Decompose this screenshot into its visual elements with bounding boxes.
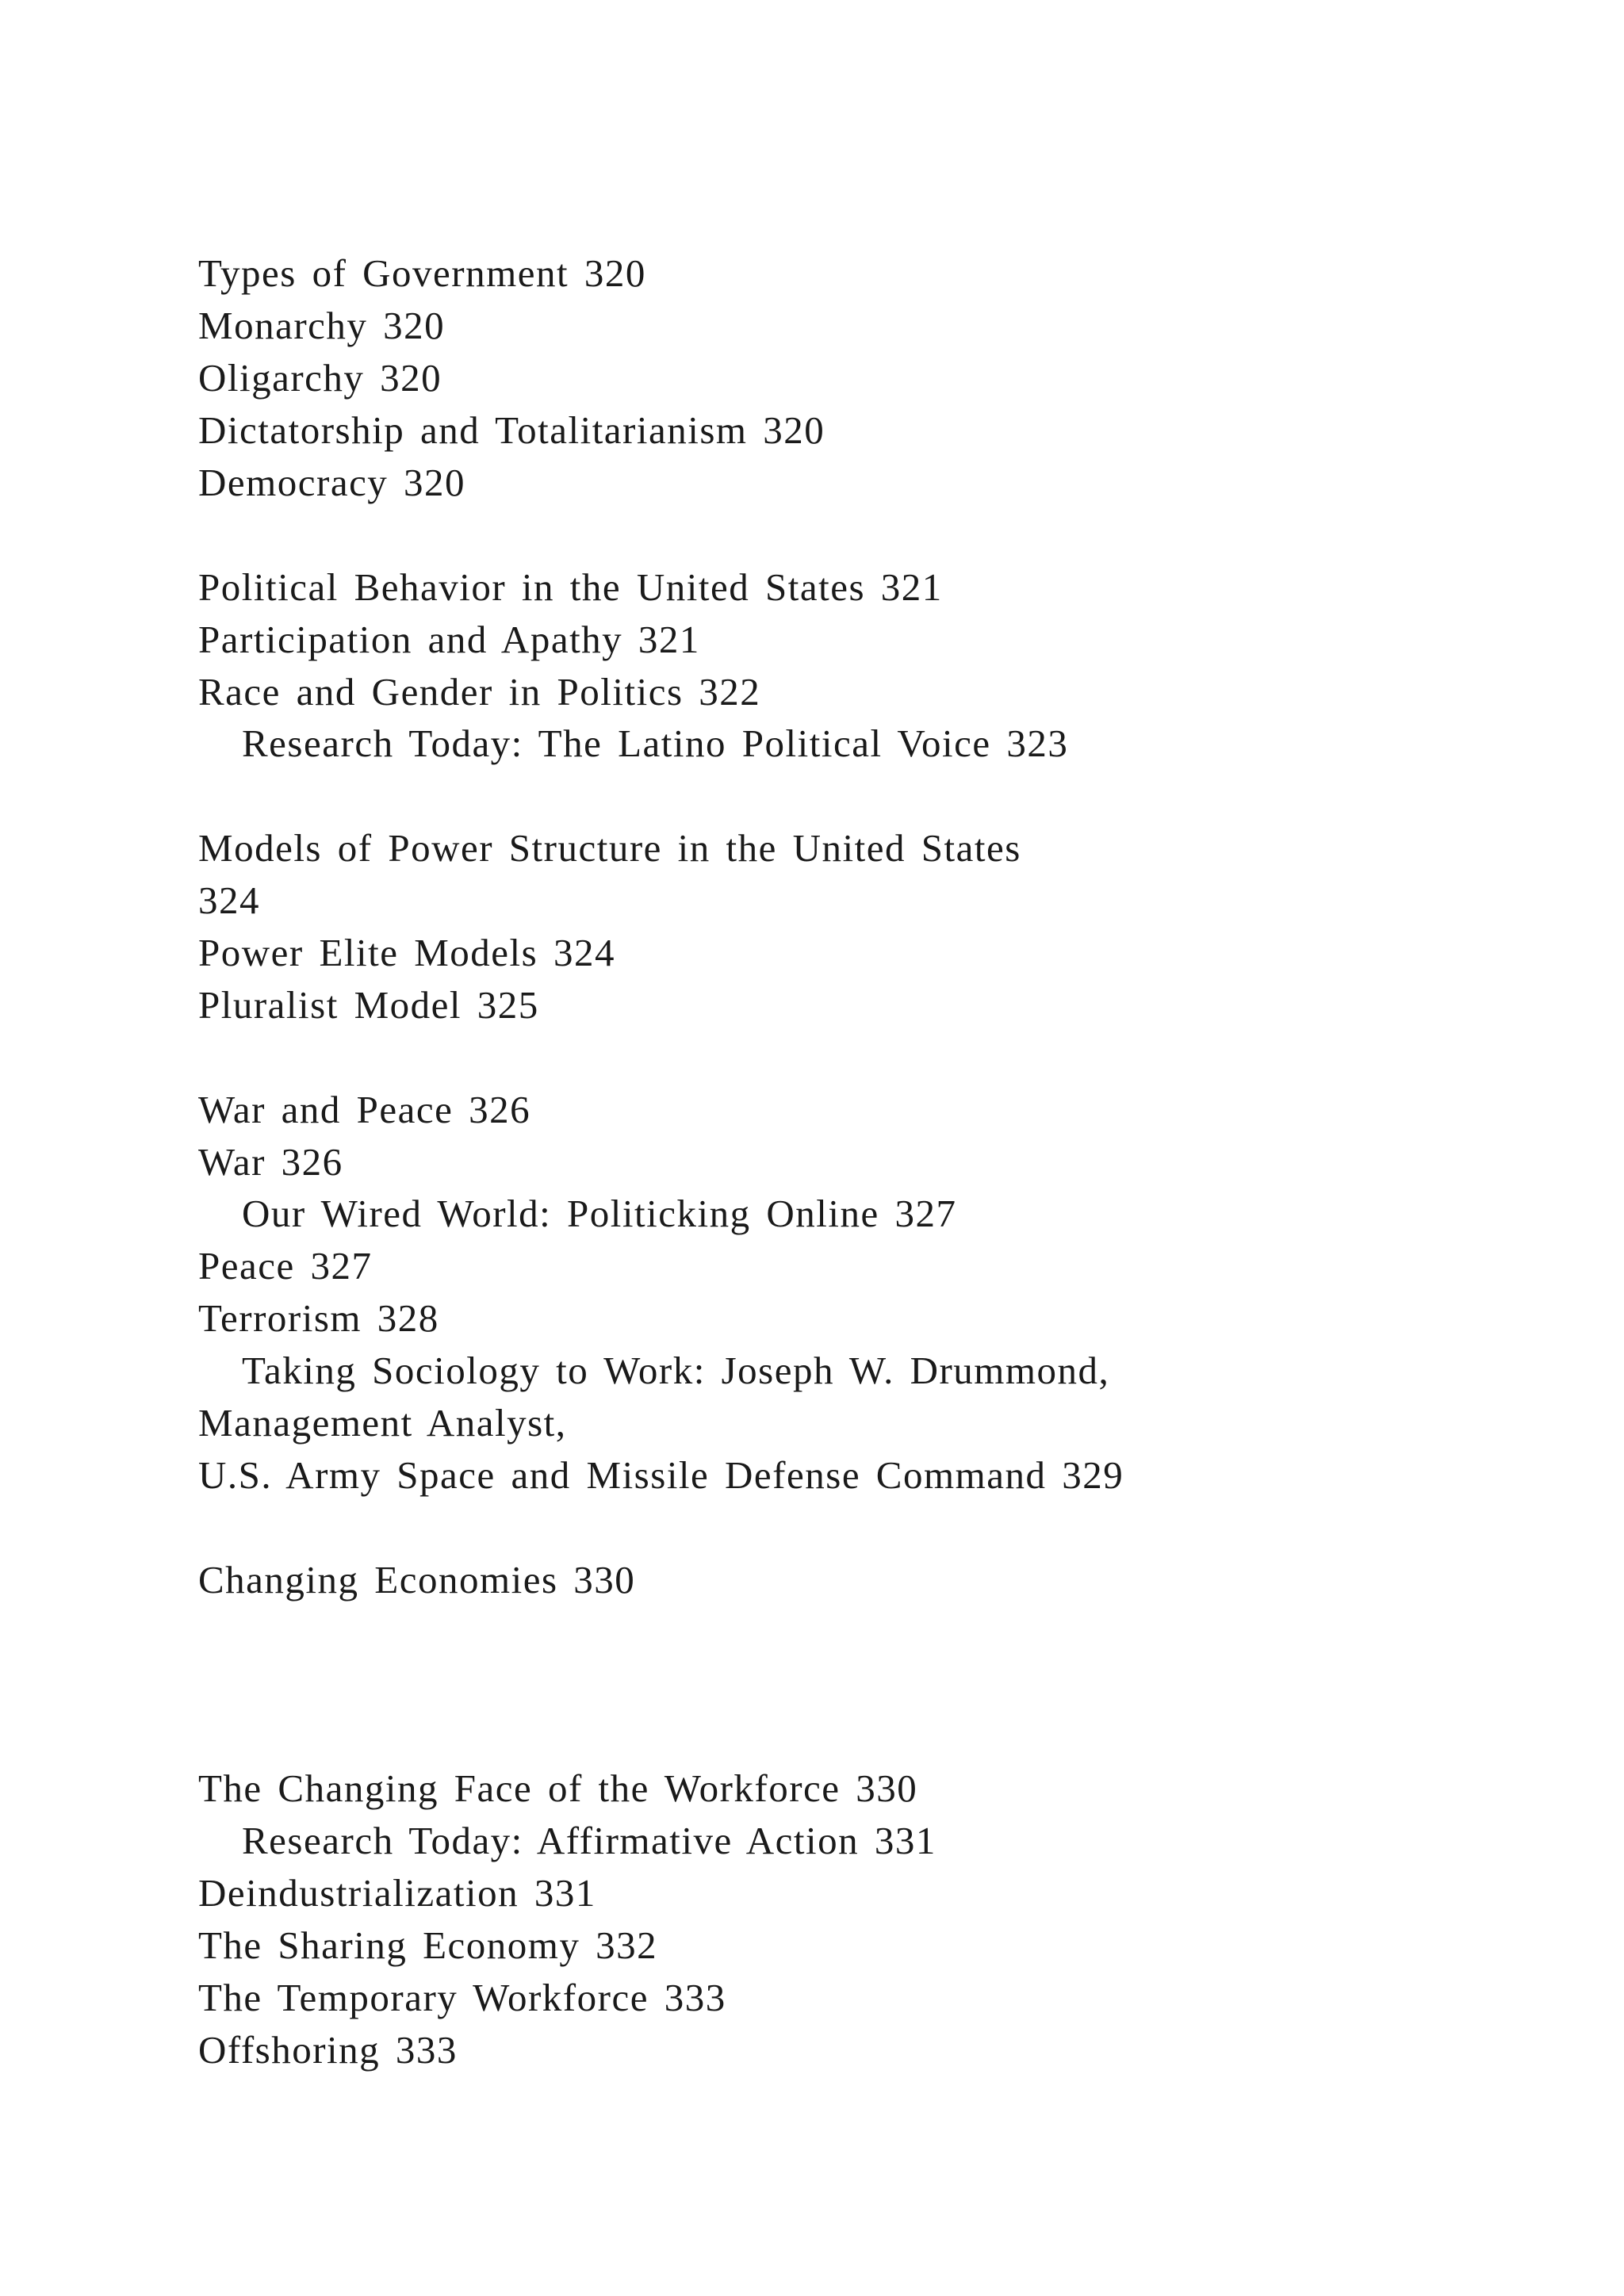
toc-entry: Research Today: The Latino Political Voice 323	[242, 721, 1069, 765]
toc-entry: Management Analyst,	[198, 1401, 567, 1445]
toc-entry: Our Wired World: Politicking Online 327	[242, 1192, 957, 1235]
toc-entry: Pluralist Model 325	[198, 983, 539, 1027]
toc-entry: War 326	[198, 1140, 343, 1184]
toc-entry: Terrorism 328	[198, 1296, 439, 1340]
toc-entry: Dictatorship and Totalitarianism 320	[198, 408, 825, 452]
toc-entry: Peace 327	[198, 1244, 373, 1288]
toc-entry: Offshoring 333	[198, 2028, 458, 2072]
toc-entry: U.S. Army Space and Missile Defense Command 329	[198, 1453, 1124, 1497]
toc-entry: Types of Government 320	[198, 251, 646, 295]
toc-entry: Research Today: Affirmative Action 331	[242, 1819, 936, 1862]
toc-entry: Democracy 320	[198, 461, 466, 504]
toc-entry: The Changing Face of the Workforce 330	[198, 1766, 918, 1810]
toc-entry: Race and Gender in Politics 322	[198, 670, 761, 714]
toc-entry: Monarchy 320	[198, 304, 446, 347]
toc-entry: Deindustrialization 331	[198, 1871, 596, 1915]
toc-entry: Oligarchy 320	[198, 356, 442, 400]
toc-entry: War and Peace 326	[198, 1088, 531, 1131]
toc-entry: Power Elite Models 324	[198, 931, 615, 974]
toc-entry: The Sharing Economy 332	[198, 1923, 658, 1967]
toc-entry: The Temporary Workforce 333	[198, 1976, 726, 2019]
toc-entry: Participation and Apathy 321	[198, 618, 700, 661]
toc-entry: Models of Power Structure in the United States	[198, 826, 1021, 870]
toc-entry: Changing Economies 330	[198, 1558, 636, 1601]
toc-entry: Taking Sociology to Work: Joseph W. Drummond,	[242, 1349, 1110, 1392]
toc-entry: Political Behavior in the United States 321	[198, 565, 943, 609]
toc-entry: 324	[198, 878, 260, 922]
